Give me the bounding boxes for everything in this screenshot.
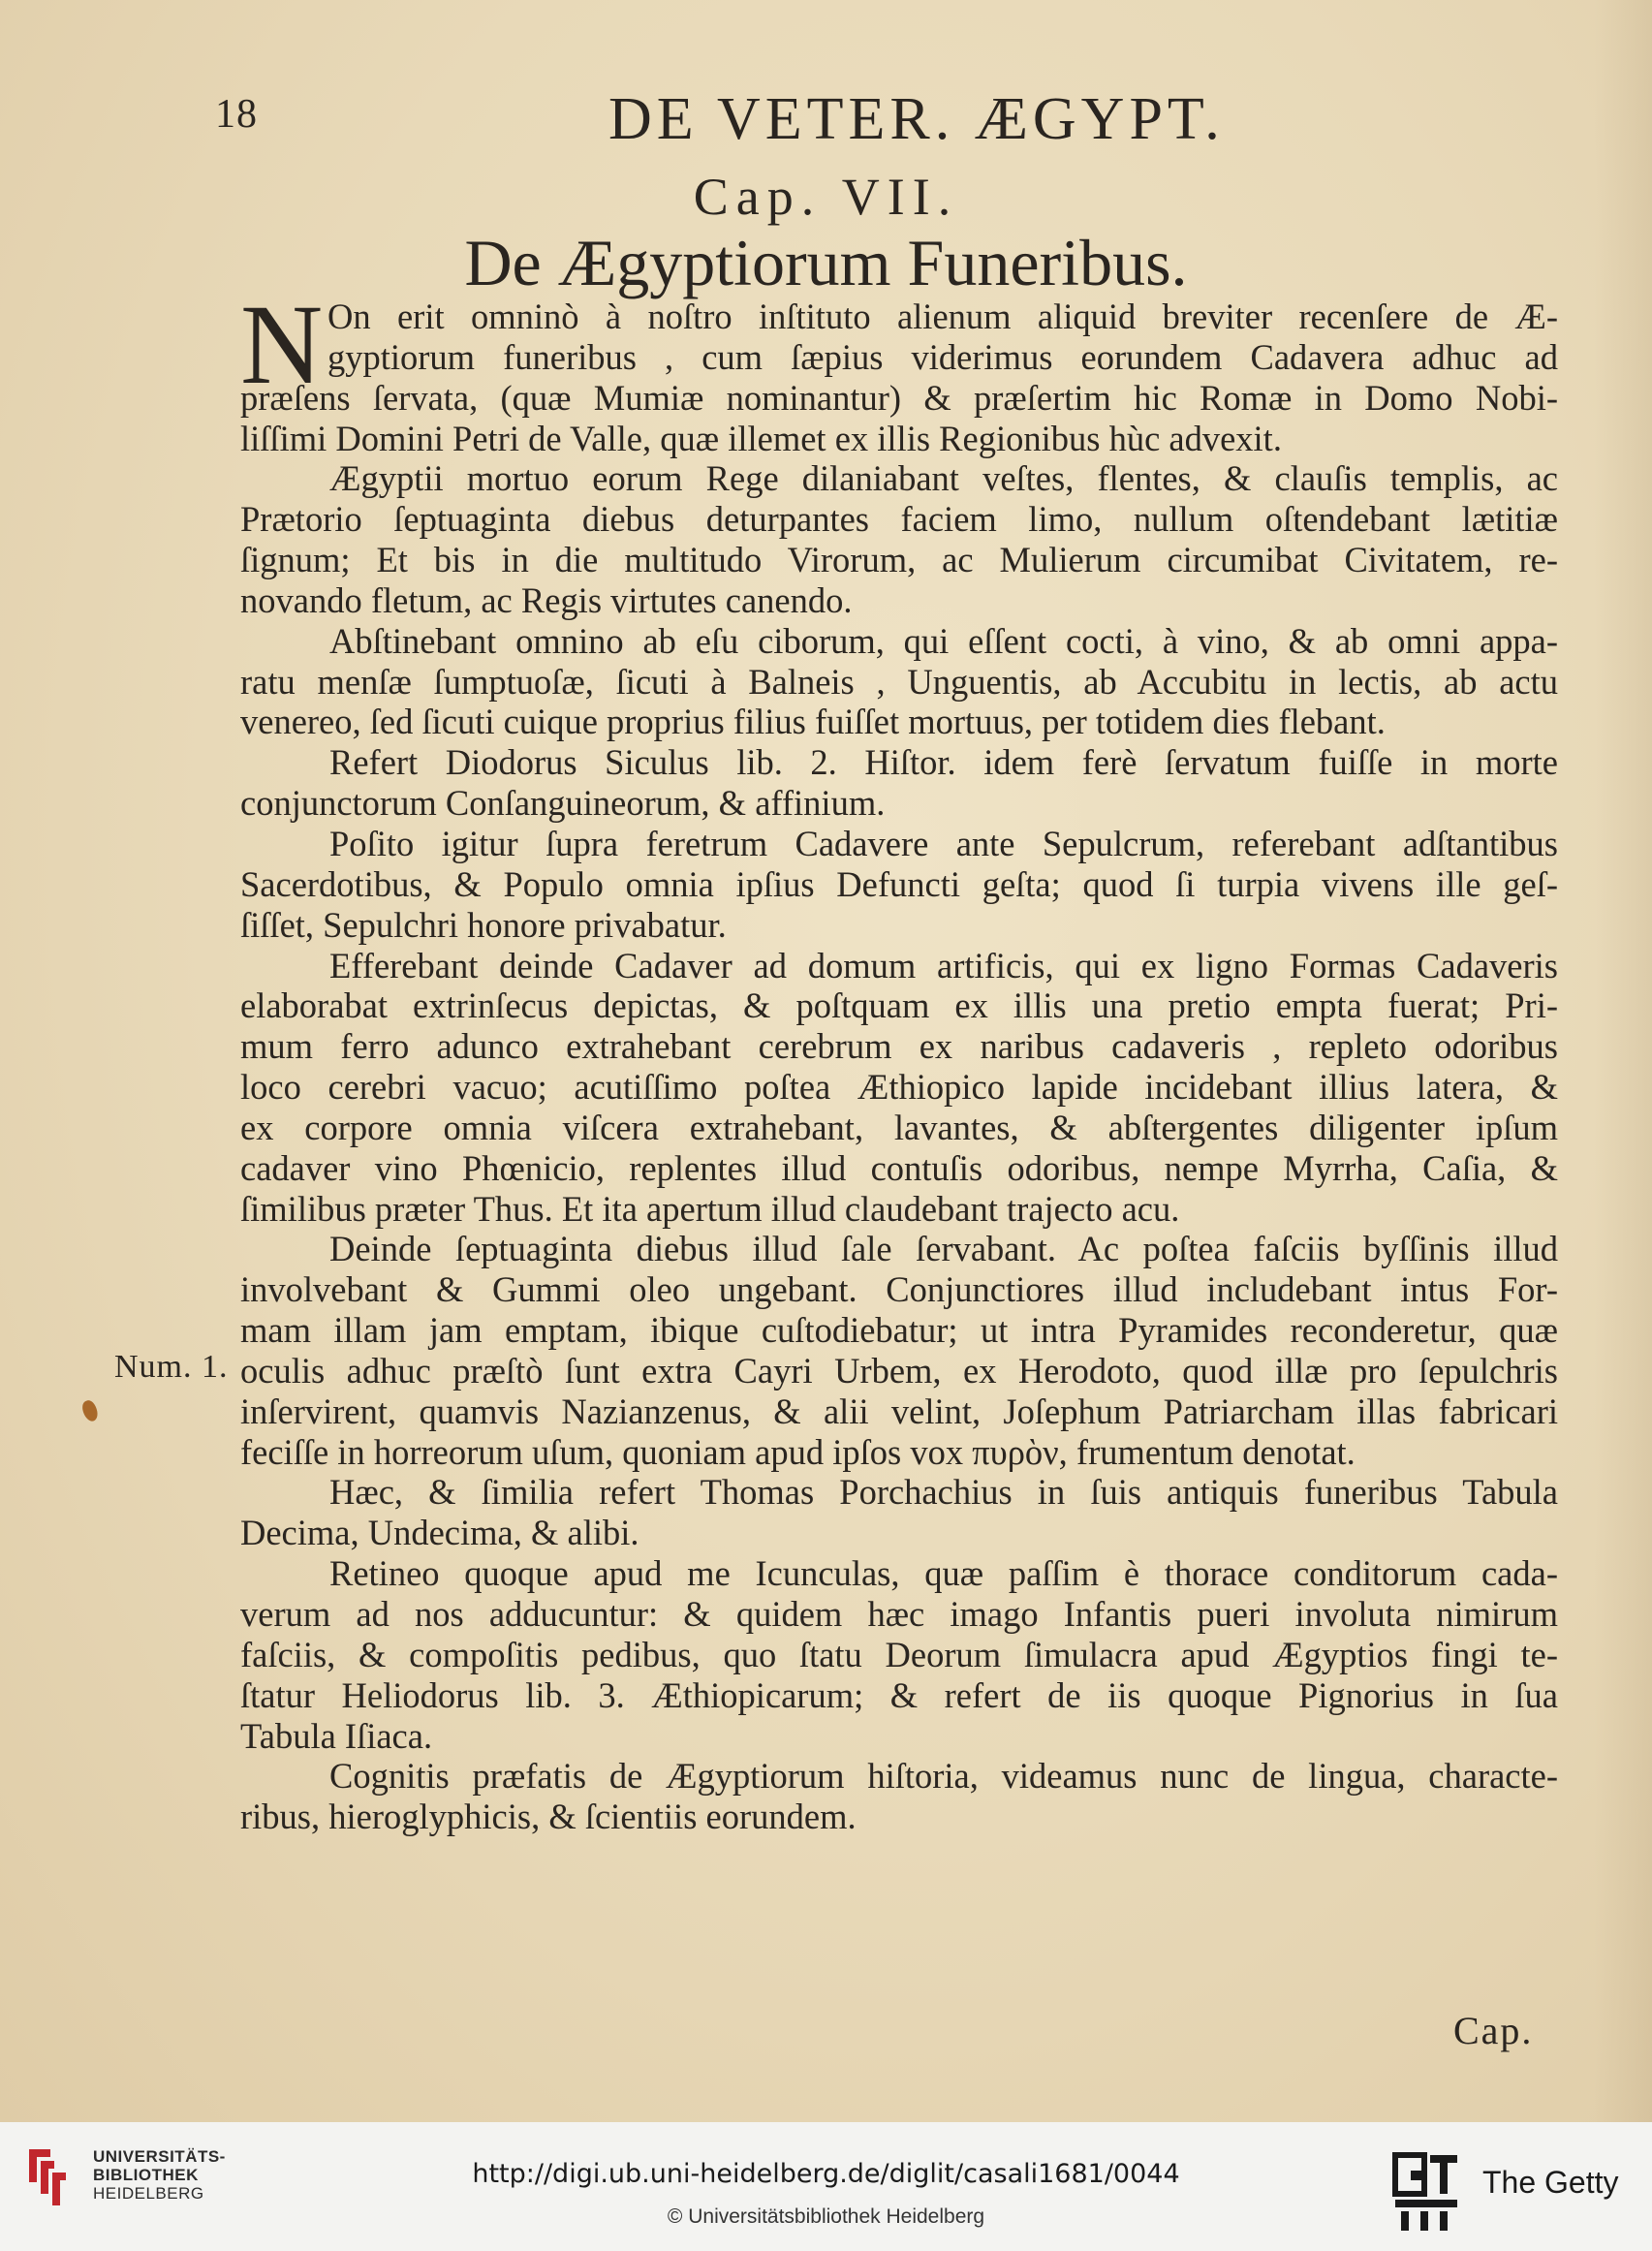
text-line: ſimilibus præter Thus. Et ita apertum illud claudebant trajecto acu. [240, 1188, 1180, 1229]
text-line: ratu menſæ ſumptuoſæ, ſicuti à Balneis , Unguentis, ab Accubitu in lectis, ab actu [240, 661, 1558, 702]
text-line: Deinde ſeptuaginta diebus illud ſale ſervabant. Ac poſtea faſciis byſſinis illud [329, 1229, 1558, 1269]
page-number: 18 [215, 92, 258, 137]
text-line: Abſtinebant omnino ab eſu ciborum, qui eſſent cocti, à vino, & ab omni appa- [329, 620, 1558, 661]
text-line: loco cerebri vacuo; acutiſſimo poſtea Æthiopico lapide incidebant illius latera, & [240, 1067, 1558, 1108]
getty-name: The Getty [1482, 2165, 1619, 2200]
text-line: Efferebant deinde Cadaver ad domum artificis, qui ex ligno Formas Cadaveris [329, 945, 1558, 985]
getty-logo-icon [1391, 2151, 1461, 2233]
text-line: ſiſſet, Sepulchri honore privabatur. [240, 904, 727, 945]
text-line: ſtatur Heliodorus lib. 3. Æthiopicarum; & refert de iis quoque Pignorius in ſua [240, 1674, 1558, 1715]
chapter-heading: Cap. VII. [693, 168, 959, 226]
text-line: ex corpore omnia viſcera extrahebant, lavantes, & abſtergentes diligenter ipſum [240, 1107, 1558, 1147]
chapter-title: De Ægyptiorum Funeribus. [464, 226, 1188, 299]
text-line: Cognitis præfatis de Ægyptiorum hiſtoria, videamus nunc de lingua, characte- [329, 1756, 1558, 1797]
text-line: ſignum; Et bis in die multitudo Virorum, ac Mulierum circumibat Civitatem, re- [240, 540, 1558, 580]
text-line: conjunctorum Conſanguineorum, & affinium. [240, 783, 886, 824]
copyright-notice: © Universitätsbibliothek Heidelberg [667, 2205, 985, 2228]
library-name-line: UNIVERSITÄTS- [93, 2147, 226, 2166]
text-line: Tabula Iſiaca. [240, 1715, 433, 1756]
viewer-footer [0, 2122, 1652, 2251]
ink-stain [79, 1398, 101, 1423]
page-header [215, 85, 1572, 153]
text-line: Hæc, & ſimilia refert Thomas Porchachius in ſuis antiquis funeribus Tabula [329, 1472, 1558, 1513]
body-text [240, 281, 1558, 1837]
text-line: faſciis, & compoſitis pedibus, quo ſtatu Deorum ſimulacra apud Ægyptios fingi te- [240, 1634, 1558, 1674]
library-name-line: HEIDELBERG [93, 2184, 204, 2203]
text-line: liſſimi Domini Petri de Valle, quæ illemet ex illis Regionibus hùc advexit. [240, 418, 1282, 458]
text-line: venereo, ſed ſicuti cuique proprius filius fuiſſet mortuus, per totidem dies flebant. [240, 702, 1386, 742]
text-line: præſens ſervata, (quæ Mumiæ nominantur) & præſertim hic Romæ in Domo Nobi- [240, 377, 1558, 418]
text-line: inſervirent, quamvis Nazianzenus, & alii velint, Joſephum Patriarcham illas fabricari [240, 1391, 1558, 1431]
text-line: Refert Diodorus Siculus lib. 2. Hiſtor. idem ferè ſervatum fuiſſe in morte [329, 742, 1558, 783]
text-line: involvebant & Gummi oleo ungebant. Conjunctiores illud includebant intus For- [240, 1269, 1558, 1310]
text-line: Ægyptii mortuo eorum Rege dilaniabant veſtes, flentes, & clauſis templis, ac [329, 458, 1558, 499]
text-line: mum ferro adunco extrahebant cerebrum ex naribus cadaveris , repleto odoribus [240, 1026, 1558, 1067]
text-line: mam illam jam emptam, ibique cuſtodiebatur; ut intra Pyramides reconderetur, quæ [240, 1310, 1558, 1351]
running-head: DE VETER. ÆGYPT. [608, 86, 1225, 152]
permalink[interactable]: http://digi.ub.uni-heidelberg.de/diglit/casali1681/0044 [472, 2159, 1180, 2189]
text-line: elaborabat extrinſecus depictas, & poſtquam ex illis una pretio empta fuerat; Pri- [240, 985, 1558, 1026]
text-line: feciſſe in horreorum uſum, quoniam apud ipſos vox πυρὸν, frumentum denotat. [240, 1431, 1356, 1472]
text-line: Poſito igitur ſupra feretrum Cadavere ante Sepulcrum, referebant adſtantibus [329, 823, 1558, 863]
text-line: Retineo quoque apud me Icunculas, quæ paſſim è thorace conditorum cada- [329, 1553, 1558, 1594]
text-line: verum ad nos adducuntur: & quidem hæc imago Infantis pueri involuta nimirum [240, 1594, 1558, 1634]
text-line: ribus, hieroglyphicis, & ſcientiis eorundem. [240, 1797, 857, 1837]
text-line: oculis adhuc præſtò ſunt extra Cayri Urbem, ex Herodoto, quod illæ pro ſepulchris [240, 1350, 1558, 1391]
text-line: Decima, Undecima, & alibi. [240, 1513, 639, 1553]
text-line: cadaver vino Phœnicio, replentes illud contuſis odoribus, nempe Myrrha, Caſia, & [240, 1147, 1558, 1188]
catchword: Cap. [1453, 2009, 1534, 2052]
text-line: novando fletum, ac Regis virtutes canendo. [240, 579, 853, 620]
text-line: gyptiorum funeribus , cum ſæpius viderimus eorundem Cadavera adhuc ad [327, 336, 1558, 377]
text-line: On erit omninò à noſtro inſtituto alienum aliquid breviter recenſere de Æ- [327, 297, 1558, 336]
margin-note: Num. 1. [114, 1349, 229, 1385]
text-line: Prætorio ſeptuaginta diebus deturpantes faciem limo, nullum oſtendebant lætitiæ [240, 499, 1558, 540]
library-name-line: BIBLIOTHEK [93, 2166, 199, 2184]
drop-cap: N [240, 281, 324, 408]
text-line: Sacerdotibus, & Populo omnia ipſius Defuncti geſta; quod ſi turpia vivens ille geſ- [240, 863, 1558, 904]
